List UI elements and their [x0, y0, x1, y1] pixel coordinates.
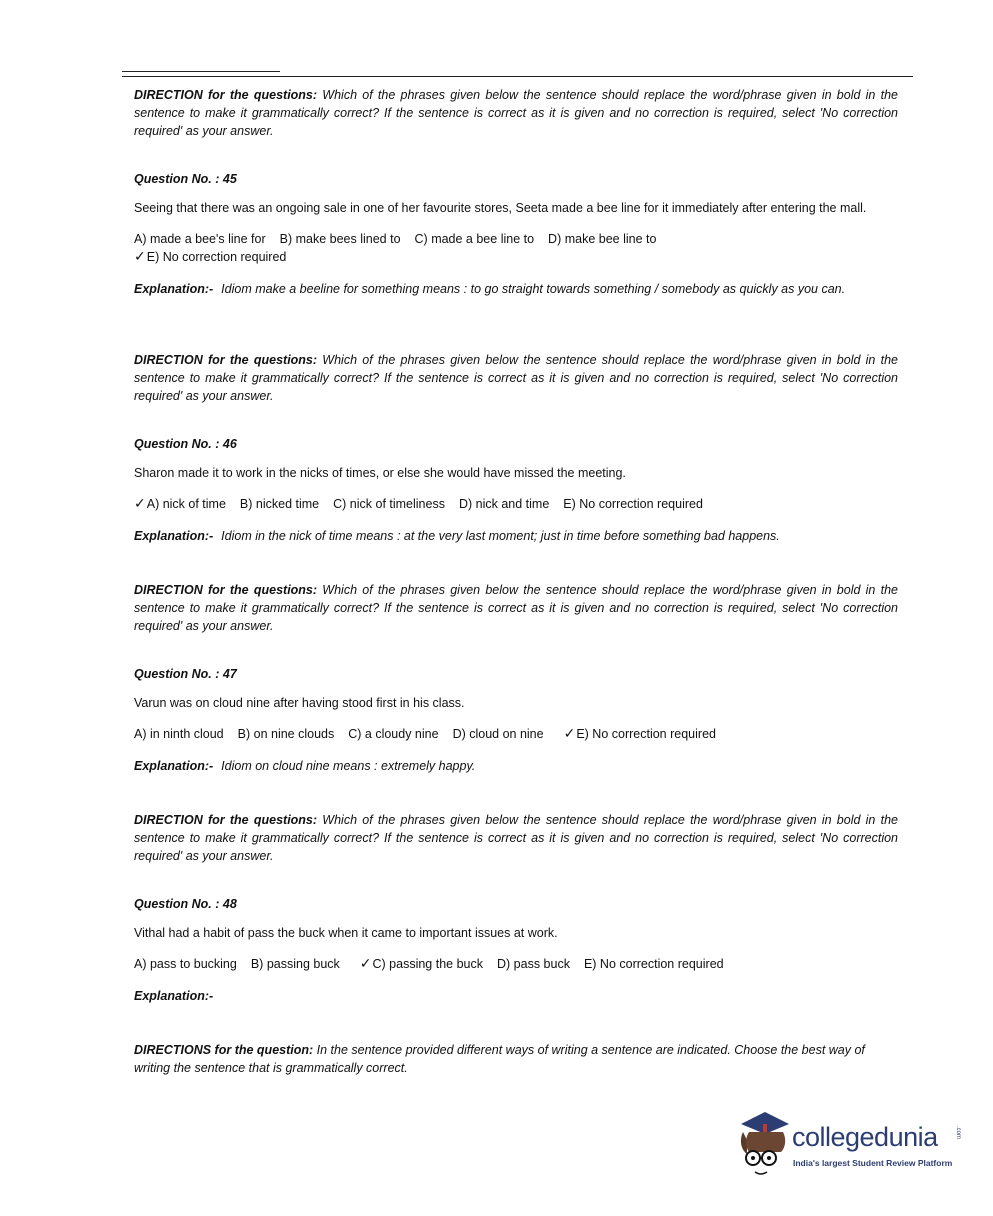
options — [134, 495, 898, 513]
mascot-icon — [735, 1110, 795, 1180]
question-stem: Varun was on cloud nine after having stood first in his class. — [134, 696, 465, 710]
explanation-text: Idiom in the nick of time means : at the very last moment; just in time before something bad happens. — [221, 529, 780, 543]
explanation-label: Explanation:- — [134, 282, 214, 296]
option-c[interactable]: ✓C) passing the buck — [359, 955, 483, 971]
direction — [134, 351, 898, 405]
direction-label: DIRECTIONS for the question: — [134, 1043, 314, 1057]
options — [134, 955, 898, 973]
explanation — [134, 282, 898, 296]
options — [134, 725, 898, 743]
explanation — [134, 529, 898, 543]
option-d[interactable]: D) pass buck — [497, 957, 570, 971]
checkmark-icon: ✓ — [134, 495, 146, 511]
option-b[interactable]: B) make bees lined to — [279, 232, 401, 246]
explanation — [134, 989, 898, 1003]
option-b[interactable]: B) passing buck — [250, 957, 340, 971]
option-c[interactable]: C) made a bee line to — [414, 232, 535, 246]
options — [134, 230, 898, 266]
question-block-48 — [134, 811, 898, 1003]
direction-text: Which of the phrases given below the sentence should replace the word/phrase given in bold in the sentence to make it grammatically correct? If the sentence is correct as it is given and no correction is required, select 'No correction required' as your answer. — [134, 88, 898, 138]
option-a[interactable]: ✓A) nick of time — [134, 495, 226, 511]
option-d[interactable]: D) cloud on nine — [452, 727, 544, 741]
logo-wordmark: collegedunia — [792, 1122, 938, 1152]
question-number: Question No. : 48 — [134, 897, 237, 911]
checkmark-icon: ✓ — [359, 955, 372, 971]
option-e[interactable]: ✓E) No correction required — [134, 248, 287, 264]
option-a[interactable]: A) pass to bucking — [134, 957, 237, 971]
collegedunia-logo — [735, 1110, 965, 1180]
explanation-label: Explanation:- — [134, 989, 214, 1003]
direction — [134, 86, 898, 140]
direction-label: DIRECTION for the questions: — [134, 88, 318, 102]
direction-label: DIRECTION for the questions: — [134, 353, 318, 367]
explanation-text: Idiom make a beeline for something means : to go straight towards something / somebody as quickly as you can. — [221, 282, 846, 296]
option-a[interactable]: A) made a bee's line for — [134, 232, 266, 246]
question-block-46 — [134, 351, 898, 543]
direction — [134, 581, 898, 635]
question-stem: Seeing that there was an ongoing sale in one of her favourite stores, Seeta made a bee line for it immediately after entering the mall. — [134, 201, 867, 215]
question-stem: Vithal had a habit of pass the buck when it came to important issues at work. — [134, 926, 558, 940]
direction-label: DIRECTION for the questions: — [134, 813, 318, 827]
question-block-47 — [134, 581, 898, 773]
option-e[interactable]: E) No correction required — [583, 957, 724, 971]
header-rule-short — [122, 71, 280, 72]
explanation-label: Explanation:- — [134, 529, 214, 543]
final-direction-block — [134, 1041, 898, 1077]
checkmark-icon: ✓ — [563, 725, 576, 741]
direction-text: Which of the phrases given below the sentence should replace the word/phrase given in bold in the sentence to make it grammatically correct? If the sentence is correct as it is given and no correction is required, select 'No correction required' as your answer. — [134, 583, 898, 633]
question-number: Question No. : 45 — [134, 172, 237, 186]
option-c[interactable]: C) nick of timeliness — [333, 497, 445, 511]
question-number: Question No. : 47 — [134, 667, 237, 681]
checkmark-icon: ✓ — [134, 248, 146, 264]
question-stem: Sharon made it to work in the nicks of times, or else she would have missed the meeting. — [134, 466, 626, 480]
option-a[interactable]: A) in ninth cloud — [134, 727, 224, 741]
logo-com: .com — [955, 1126, 961, 1140]
header-rule — [122, 76, 913, 77]
option-e[interactable]: E) No correction required — [563, 497, 703, 511]
option-e[interactable]: ✓E) No correction required — [563, 725, 716, 741]
question-block-45 — [134, 86, 898, 296]
direction-text: Which of the phrases given below the sentence should replace the word/phrase given in bold in the sentence to make it grammatically correct? If the sentence is correct as it is given and no correction is required, select 'No correction required' as your answer. — [134, 353, 898, 403]
direction — [134, 1041, 898, 1077]
option-b[interactable]: B) nicked time — [239, 497, 320, 511]
explanation-text: Idiom on cloud nine means : extremely happy. — [221, 759, 476, 773]
option-c[interactable]: C) a cloudy nine — [348, 727, 439, 741]
option-d[interactable]: D) make bee line to — [548, 232, 657, 246]
direction-text: Which of the phrases given below the sentence should replace the word/phrase given in bold in the sentence to make it grammatically correct? If the sentence is correct as it is given and no correction is required, select 'No correction required' as your answer. — [134, 813, 898, 863]
direction-text: In the sentence provided different ways of writing a sentence are indicated. Choose the best way of writing the sentence that is grammatically correct. — [134, 1043, 865, 1075]
explanation — [134, 759, 898, 773]
logo-tagline: India's largest Student Review Platform — [793, 1158, 953, 1168]
direction — [134, 811, 898, 865]
option-d[interactable]: D) nick and time — [458, 497, 550, 511]
direction-label: DIRECTION for the questions: — [134, 583, 318, 597]
question-number: Question No. : 46 — [134, 437, 237, 451]
option-b[interactable]: B) on nine clouds — [237, 727, 335, 741]
explanation-label: Explanation:- — [134, 759, 214, 773]
